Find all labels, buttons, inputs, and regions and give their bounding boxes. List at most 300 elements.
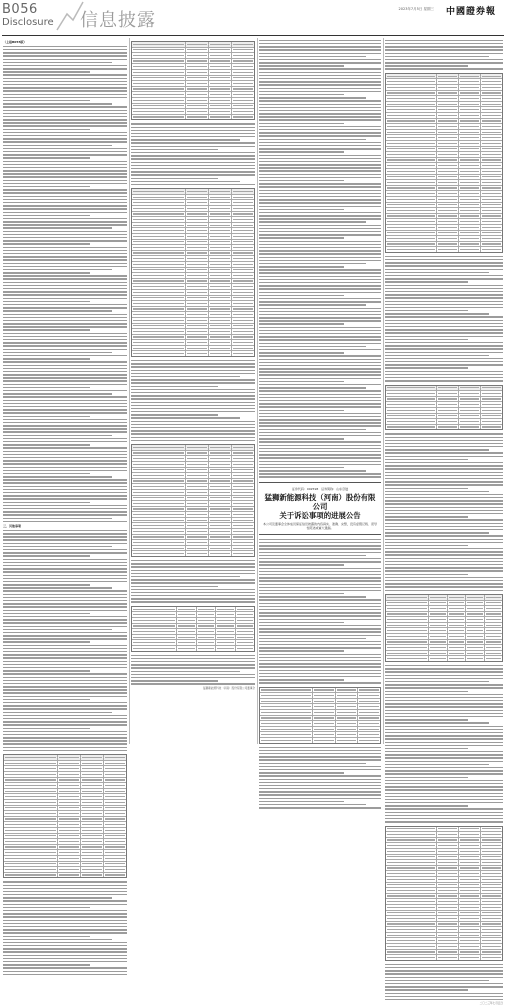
table-cell xyxy=(132,212,185,217)
table-cell xyxy=(428,612,447,617)
table-cell xyxy=(231,223,254,228)
table-row xyxy=(132,239,254,245)
text-line xyxy=(259,807,381,808)
table-row xyxy=(4,805,126,811)
table-cell xyxy=(80,839,103,844)
text-line xyxy=(385,773,503,774)
table-cell xyxy=(208,251,231,256)
text-line xyxy=(3,444,90,445)
text-line xyxy=(259,43,381,44)
text-line xyxy=(131,586,218,587)
table-cell xyxy=(185,456,208,461)
table-row xyxy=(386,842,502,848)
table-cell xyxy=(312,710,335,715)
table-cell xyxy=(231,501,254,506)
text-line xyxy=(259,673,381,674)
text-line xyxy=(385,675,503,676)
table-cell xyxy=(436,860,458,865)
table-row xyxy=(132,250,254,256)
table-row xyxy=(4,866,126,872)
text-line xyxy=(3,215,90,216)
table-cell xyxy=(465,623,484,628)
table-row xyxy=(132,69,254,75)
text-line xyxy=(259,231,381,232)
table-cell xyxy=(458,827,480,832)
table-row xyxy=(132,645,254,651)
text-line xyxy=(385,697,503,698)
text-line xyxy=(259,670,381,671)
table-cell xyxy=(458,141,480,146)
table-cell xyxy=(386,623,428,628)
text-line xyxy=(385,294,503,295)
table-cell xyxy=(436,877,458,882)
table-cell xyxy=(458,124,480,129)
table-row xyxy=(386,616,502,622)
text-line xyxy=(385,561,503,562)
text-line xyxy=(259,657,381,658)
table-cell xyxy=(103,862,126,867)
table-cell xyxy=(231,48,254,53)
table-cell xyxy=(480,827,502,832)
text-line xyxy=(3,750,127,751)
table-row xyxy=(132,278,254,284)
table-row xyxy=(386,827,502,832)
text-line xyxy=(3,310,112,311)
text-line xyxy=(259,647,381,648)
text-line xyxy=(385,973,503,974)
text-line xyxy=(3,103,112,104)
table-cell xyxy=(215,612,234,617)
column-divider xyxy=(383,38,384,744)
text-line xyxy=(259,542,381,543)
table-row xyxy=(132,216,254,222)
announcement-disclaimer: 本公司及董事会全体成员保证信息披露的内容真实、准确、完整，没有虚假记载、误导性陈述或重大遗漏。 xyxy=(262,521,377,530)
text-line xyxy=(259,81,381,82)
table-cell xyxy=(80,850,103,855)
text-line xyxy=(259,317,381,318)
text-line xyxy=(3,718,127,719)
text-line xyxy=(3,486,127,487)
text-line xyxy=(3,396,127,397)
text-line xyxy=(131,582,255,583)
text-line xyxy=(385,554,503,555)
table-cell xyxy=(196,629,215,634)
text-line xyxy=(259,116,381,117)
table-row xyxy=(386,157,502,163)
table-cell xyxy=(80,834,103,839)
table-cell xyxy=(386,938,436,943)
table-cell xyxy=(185,256,208,261)
column-divider xyxy=(257,38,258,744)
table-cell xyxy=(231,496,254,501)
table-cell xyxy=(132,451,185,456)
body-text-block xyxy=(259,40,381,478)
text-line xyxy=(385,574,468,575)
table-cell xyxy=(231,340,254,345)
table-cell xyxy=(386,402,436,407)
table-row xyxy=(132,461,254,467)
text-line xyxy=(3,62,112,63)
table-row xyxy=(132,500,254,506)
table-cell xyxy=(458,242,480,247)
text-line xyxy=(259,555,366,556)
table-cell xyxy=(208,70,231,75)
table-row xyxy=(386,413,502,419)
table-cell xyxy=(231,70,254,75)
table-cell xyxy=(231,206,254,211)
text-line xyxy=(3,467,127,468)
text-line xyxy=(385,313,489,314)
text-line xyxy=(259,763,366,764)
text-line xyxy=(3,438,127,439)
table-cell xyxy=(185,546,208,551)
table-cell xyxy=(132,351,185,356)
table-cell xyxy=(436,916,458,921)
text-line xyxy=(385,272,489,273)
table-row xyxy=(386,831,502,837)
table-row xyxy=(132,506,254,512)
table-cell xyxy=(386,236,436,241)
text-line xyxy=(259,244,381,245)
issue-signature-date: 二〇二三年七月五日 xyxy=(479,1002,503,1005)
table-row xyxy=(132,272,254,278)
table-cell xyxy=(208,268,231,273)
table-cell xyxy=(480,214,502,219)
table-cell xyxy=(480,927,502,932)
text-line xyxy=(385,46,503,47)
text-line xyxy=(385,307,503,308)
table-cell xyxy=(132,335,185,340)
text-line xyxy=(3,138,127,139)
table-row xyxy=(260,731,380,737)
text-line xyxy=(3,492,127,493)
table-cell xyxy=(176,640,195,645)
table-cell xyxy=(480,124,502,129)
table-cell xyxy=(231,535,254,540)
text-line xyxy=(131,127,255,128)
text-line xyxy=(259,155,381,156)
table-cell xyxy=(208,200,231,205)
table-cell xyxy=(480,141,502,146)
table-row xyxy=(260,692,380,698)
table-row xyxy=(4,844,126,850)
table-row xyxy=(386,202,502,208)
table-cell xyxy=(185,81,208,86)
text-line xyxy=(385,993,503,994)
table-cell xyxy=(386,911,436,916)
text-line xyxy=(131,123,255,124)
table-cell xyxy=(4,867,57,872)
table-cell xyxy=(312,732,335,737)
text-line xyxy=(3,208,127,209)
table-row xyxy=(386,954,502,960)
text-line xyxy=(385,583,503,584)
table-cell xyxy=(57,856,80,861)
table-cell xyxy=(57,822,80,827)
text-line xyxy=(385,452,503,453)
text-line xyxy=(385,713,503,714)
table-cell xyxy=(386,119,436,124)
table-cell xyxy=(103,772,126,777)
text-line xyxy=(131,560,255,561)
table-cell xyxy=(57,873,80,878)
text-line xyxy=(3,476,112,477)
table-row xyxy=(260,688,380,693)
text-line xyxy=(3,907,90,908)
text-line xyxy=(385,53,503,54)
text-line xyxy=(385,818,503,819)
text-line xyxy=(3,920,127,921)
table-cell xyxy=(465,617,484,622)
text-line xyxy=(3,390,127,391)
table-cell xyxy=(235,607,254,612)
table-cell xyxy=(80,755,103,760)
table-cell xyxy=(458,214,480,219)
table-row xyxy=(386,235,502,241)
table-row xyxy=(386,90,502,96)
table-cell xyxy=(458,843,480,848)
table-cell xyxy=(4,778,57,783)
table-cell xyxy=(185,529,208,534)
table-cell xyxy=(386,219,436,224)
table-cell xyxy=(386,849,436,854)
announcement-title-box xyxy=(259,482,381,535)
text-line xyxy=(385,449,489,450)
table-cell xyxy=(185,200,208,205)
table-cell xyxy=(458,877,480,882)
table-row xyxy=(386,655,502,661)
text-line xyxy=(131,667,255,668)
table-cell xyxy=(458,79,480,84)
table-row xyxy=(4,777,126,783)
text-line xyxy=(3,186,90,187)
text-line xyxy=(3,202,127,203)
table-cell xyxy=(103,800,126,805)
table-cell xyxy=(132,234,185,239)
table-row xyxy=(4,782,126,788)
table-row xyxy=(132,311,254,317)
text-line xyxy=(259,355,381,356)
stock-code: 证券代码：002598 xyxy=(291,486,319,491)
text-line xyxy=(259,368,381,369)
text-line xyxy=(259,558,381,559)
table-cell xyxy=(235,618,254,623)
table-cell xyxy=(103,839,126,844)
table-cell xyxy=(386,832,436,837)
body-text-block xyxy=(385,665,503,823)
table-cell xyxy=(196,612,215,617)
table-row xyxy=(132,199,254,205)
text-line xyxy=(131,421,255,422)
table-cell xyxy=(208,273,231,278)
text-line xyxy=(3,584,90,585)
text-line xyxy=(259,470,366,471)
table-cell xyxy=(335,732,358,737)
text-line xyxy=(259,129,381,130)
text-line xyxy=(259,126,381,127)
table-cell xyxy=(231,42,254,47)
text-line xyxy=(385,507,503,508)
table-cell xyxy=(458,203,480,208)
text-line xyxy=(3,176,127,177)
table-cell xyxy=(132,115,185,120)
text-line xyxy=(259,237,344,238)
table-row xyxy=(132,517,254,523)
text-line xyxy=(385,345,503,346)
text-line xyxy=(3,234,127,235)
table-row xyxy=(386,230,502,236)
table-cell xyxy=(458,871,480,876)
text-line xyxy=(3,253,127,254)
text-line xyxy=(259,644,381,645)
text-line xyxy=(259,580,381,581)
text-line xyxy=(259,349,381,350)
body-text-block xyxy=(385,964,503,1000)
text-line xyxy=(385,681,489,682)
text-line xyxy=(3,282,127,283)
text-line xyxy=(385,358,503,359)
text-line xyxy=(3,288,127,289)
table-cell xyxy=(185,523,208,528)
table-cell xyxy=(208,301,231,306)
text-line xyxy=(3,400,127,401)
text-line xyxy=(259,596,366,597)
table-cell xyxy=(196,607,215,612)
table-cell xyxy=(132,296,185,301)
table-cell xyxy=(208,87,231,92)
table-cell xyxy=(80,811,103,816)
table-cell xyxy=(185,535,208,540)
text-line xyxy=(259,606,381,607)
table-cell xyxy=(480,135,502,140)
text-line xyxy=(259,330,381,331)
table-cell xyxy=(80,766,103,771)
text-line xyxy=(259,429,366,430)
table-cell xyxy=(480,950,502,955)
body-text-block xyxy=(259,747,381,809)
table-cell xyxy=(436,899,458,904)
text-line xyxy=(3,600,127,601)
table-row xyxy=(386,118,502,124)
text-line xyxy=(259,612,381,613)
table-cell xyxy=(231,115,254,120)
table-cell xyxy=(386,899,436,904)
text-line xyxy=(3,173,127,174)
table-cell xyxy=(176,612,195,617)
text-line xyxy=(3,967,127,968)
text-line xyxy=(385,259,503,260)
table-cell xyxy=(196,635,215,640)
table-cell xyxy=(235,624,254,629)
table-cell xyxy=(386,601,428,606)
text-line xyxy=(3,189,127,190)
data-table xyxy=(131,188,255,357)
text-line xyxy=(259,552,381,553)
table-cell xyxy=(185,217,208,222)
table-cell xyxy=(436,152,458,157)
text-line xyxy=(385,462,503,463)
text-line xyxy=(3,613,90,614)
table-cell xyxy=(357,710,380,715)
table-cell xyxy=(436,386,458,391)
table-cell xyxy=(458,911,480,916)
table-row xyxy=(4,838,126,844)
table-cell xyxy=(132,48,185,53)
table-cell xyxy=(436,425,458,430)
table-cell xyxy=(386,107,436,112)
table-cell xyxy=(132,273,185,278)
text-line xyxy=(3,479,127,480)
table-cell xyxy=(132,496,185,501)
table-cell xyxy=(386,124,436,129)
text-line xyxy=(259,750,381,751)
table-cell xyxy=(480,402,502,407)
text-line xyxy=(3,737,127,738)
table-cell xyxy=(436,186,458,191)
table-cell xyxy=(458,414,480,419)
text-line xyxy=(259,352,344,353)
text-line xyxy=(3,552,127,553)
text-line xyxy=(385,43,503,44)
table-cell xyxy=(208,307,231,312)
table-cell xyxy=(208,59,231,64)
table-row xyxy=(386,424,502,430)
table-cell xyxy=(208,195,231,200)
text-line xyxy=(3,555,90,556)
text-line xyxy=(259,269,381,270)
text-line xyxy=(3,409,127,410)
table-cell xyxy=(436,922,458,927)
table-row xyxy=(4,821,126,827)
table-row xyxy=(386,101,502,107)
text-line xyxy=(385,748,468,749)
text-line xyxy=(3,891,127,892)
table-row xyxy=(386,949,502,955)
text-line xyxy=(259,40,381,41)
text-line xyxy=(385,336,503,337)
text-line xyxy=(259,564,344,565)
text-line xyxy=(3,929,127,930)
table-cell xyxy=(132,501,185,506)
table-cell xyxy=(231,104,254,109)
text-line xyxy=(3,533,127,534)
table-cell xyxy=(386,135,436,140)
text-line xyxy=(131,142,255,143)
column-2 xyxy=(131,38,255,744)
text-line xyxy=(385,783,503,784)
text-line xyxy=(259,247,381,248)
table-row xyxy=(132,222,254,228)
table-row xyxy=(386,644,502,650)
text-line xyxy=(3,932,127,933)
table-cell xyxy=(480,197,502,202)
table-cell xyxy=(436,849,458,854)
table-row xyxy=(132,339,254,345)
table-row xyxy=(260,726,380,732)
table-row xyxy=(386,943,502,949)
table-cell xyxy=(480,855,502,860)
text-line xyxy=(385,468,503,469)
table-cell xyxy=(386,617,428,622)
masthead-rule xyxy=(2,35,504,36)
text-line xyxy=(385,996,503,997)
table-cell xyxy=(185,206,208,211)
table-cell xyxy=(260,699,312,704)
text-line xyxy=(259,804,366,805)
table-cell xyxy=(208,115,231,120)
text-line xyxy=(385,671,503,672)
text-line xyxy=(3,511,127,512)
